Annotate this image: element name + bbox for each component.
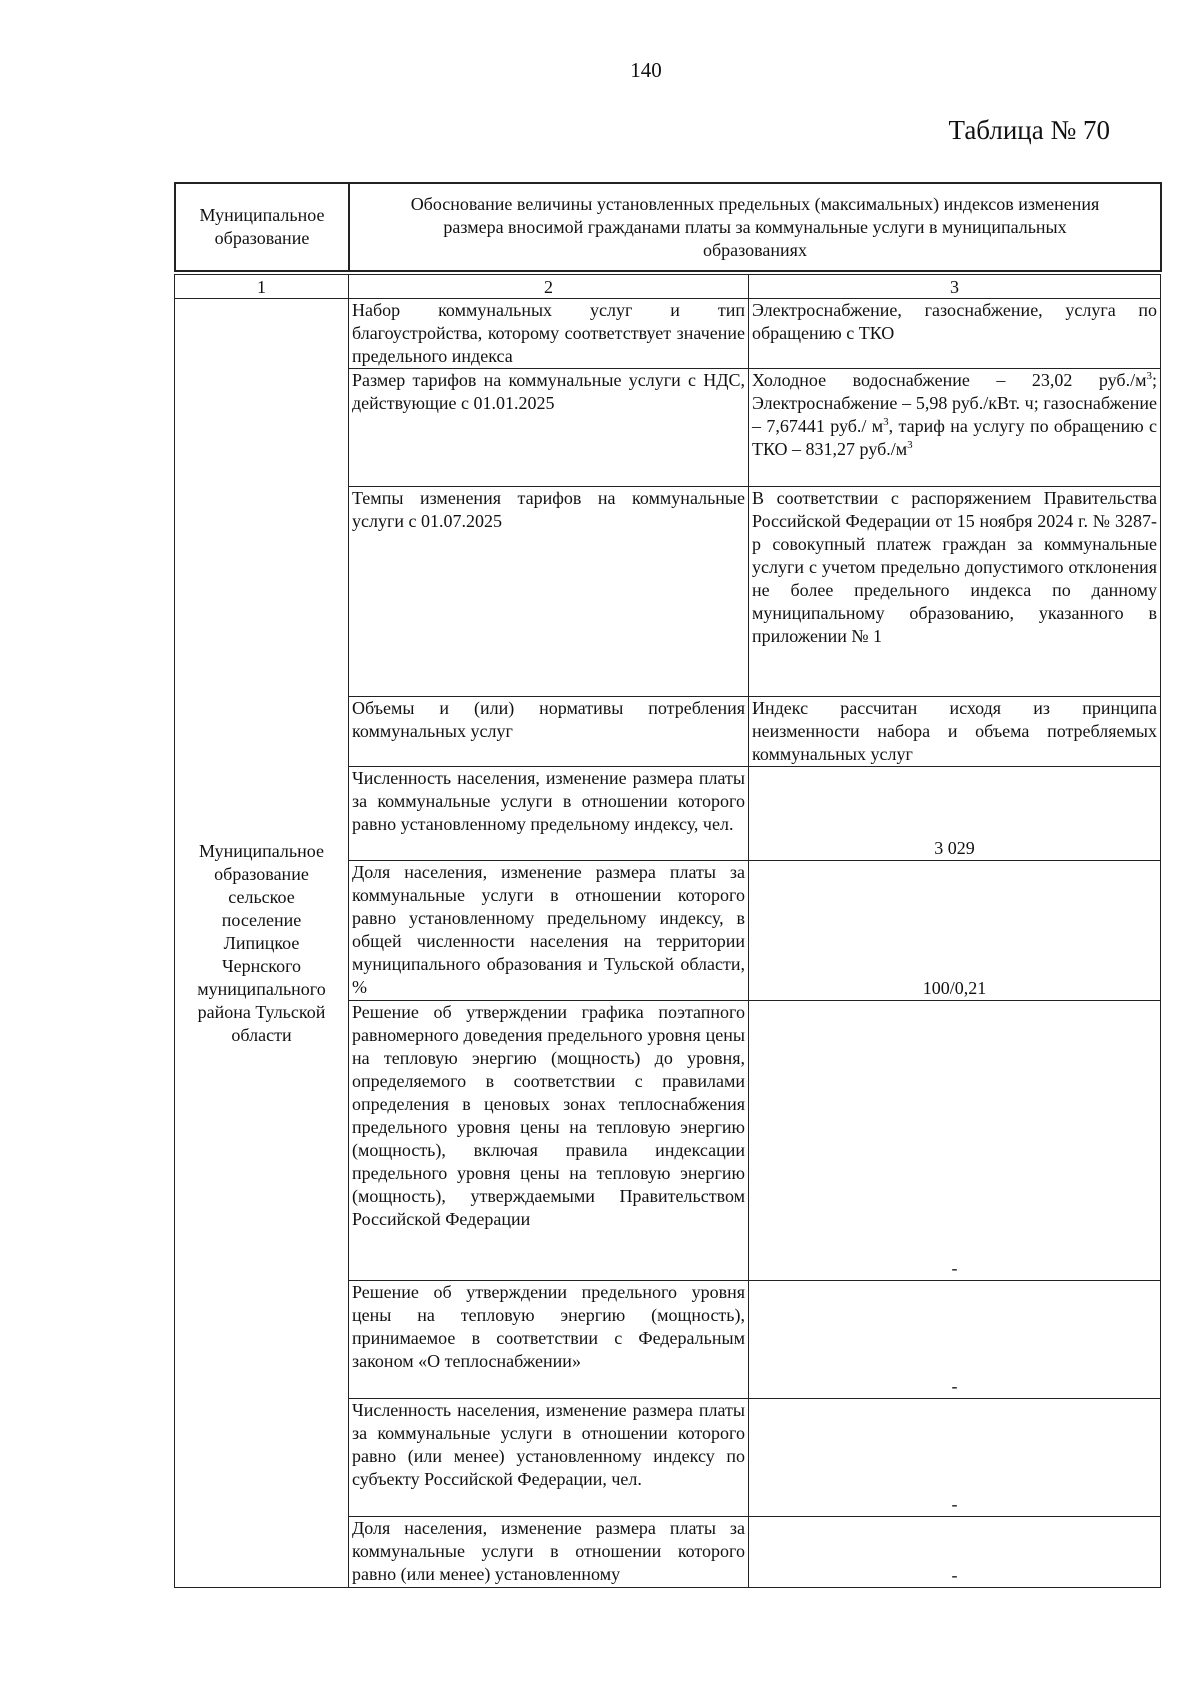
parameter-cell: Решение об утверждении предельного уровня цены на тепловую энергию (мощность), принимаемое в соответствии с Федеральным законом «О теплоснабжении» <box>349 1281 749 1399</box>
parameter-cell: Набор коммунальных услуг и тип благоустройства, которому соответствует значение предельного индекса <box>349 299 749 369</box>
header-municipality: Муниципальное образование <box>175 183 349 271</box>
value-cell: Электроснабжение, газоснабжение, услуга по обращению с ТКО <box>749 299 1161 369</box>
column-number: 3 <box>749 275 1161 299</box>
table-row <box>175 299 1161 369</box>
municipality-name: Муниципальное образование сельское поселение Липицкое Чернского муниципального района Тульской области <box>175 299 349 1588</box>
parameter-cell: Размер тарифов на коммунальные услуги с НДС, действующие с 01.01.2025 <box>349 369 749 487</box>
parameter-cell: Численность населения, изменение размера платы за коммунальные услуги в отношении которого равно (или менее) установленному индексу по субъекту Российской Федерации, чел. <box>349 1399 749 1517</box>
value-cell: Холодное водоснабжение – 23,02 $руб./м^3$; Электроснабжение – 5,98 руб./кВт. ч; газоснабжение – 7,67441 руб./ $м^3$, тариф на услугу по обращению с ТКО – 831,27 $руб./м^3$ <box>749 369 1161 487</box>
column-number: 2 <box>349 275 749 299</box>
parameter-cell: Численность населения, изменение размера платы за коммунальные услуги в отношении которого равно установленному предельному индексу, чел. <box>349 767 749 861</box>
table-title: Таблица № 70 <box>948 115 1110 145</box>
value-cell: Индекс рассчитан исходя из принципа неизменности набора и объема потребляемых коммунальных услуг <box>749 697 1161 767</box>
value-cell: - <box>749 1281 1161 1399</box>
header-justification: Обоснование величины установленных предельных (максимальных) индексов изменения размера вносимой гражданами платы за коммунальные услуги в муниципальных образованиях <box>349 183 1161 271</box>
value-cell: 100/0,21 <box>749 861 1161 1001</box>
table-header <box>174 182 1162 272</box>
page-number: 140 <box>630 58 662 82</box>
value-cell: - <box>749 1517 1161 1588</box>
parameter-cell: Доля населения, изменение размера платы за коммунальные услуги в отношении которого равно (или менее) установленному <box>349 1517 749 1588</box>
justification-table <box>174 274 1161 1588</box>
column-number: 1 <box>175 275 349 299</box>
parameter-cell: Темпы изменения тарифов на коммунальные услуги с 01.07.2025 <box>349 487 749 697</box>
value-cell: - <box>749 1399 1161 1517</box>
parameter-cell: Объемы и (или) нормативы потребления коммунальных услуг <box>349 697 749 767</box>
value-cell: 3 029 <box>749 767 1161 861</box>
column-numbers-row <box>175 275 1161 299</box>
value-cell: - <box>749 1001 1161 1281</box>
parameter-cell: Доля населения, изменение размера платы за коммунальные услуги в отношении которого равно установленному предельному индексу, в общей численности населения на территории муниципального образования и Тульской области, % <box>349 861 749 1001</box>
parameter-cell: Решение об утверждении графика поэтапного равномерного доведения предельного уровня цены на тепловую энергию (мощность) до уровня, определяемого в соответствии с правилами определения в ценовых зонах теплоснабжения предельного уровня цены на тепловую энергию (мощность), включая правила индексации предельного уровня цены на тепловую энергию (мощность), утверждаемыми Правительством Российской Федерации <box>349 1001 749 1281</box>
value-cell: В соответствии с распоряжением Правительства Российской Федерации от 15 ноября 2024 г. № 3287-р совокупный платеж граждан за коммунальные услуги с учетом предельно допустимого отклонения не более предельного индекса по данному муниципальному образованию, указанного в приложении № 1 <box>749 487 1161 697</box>
